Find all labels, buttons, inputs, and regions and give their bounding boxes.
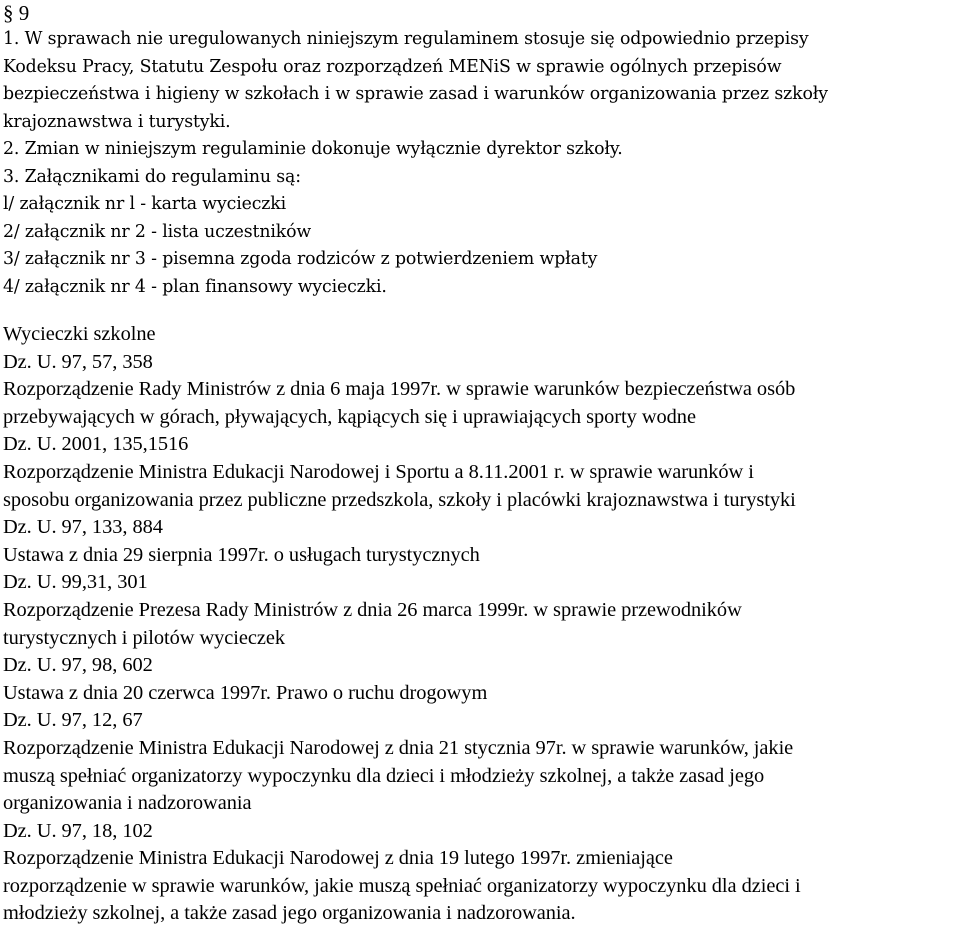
reference-line: Dz. U. 99,31, 301 — [3, 571, 148, 594]
reference-line: Ustawa z dnia 29 sierpnia 1997r. o usługach turystycznych — [3, 543, 480, 566]
section-gap — [3, 301, 959, 321]
reference-line: Dz. U. 97, 133, 884 — [3, 516, 163, 539]
provision-line: 2. Zmian w niniejszym regulaminie dokonuje wyłącznie dyrektor szkoły. — [3, 139, 623, 159]
regulation-provisions — [3, 26, 945, 301]
reference-line: Dz. U. 97, 57, 358 — [3, 350, 153, 373]
reference-line: Dz. U. 97, 18, 102 — [3, 819, 153, 842]
attachment-item: 4/ załącznik nr 4 - plan finansowy wycieczki. — [3, 276, 387, 297]
reference-line: przebywających w górach, pływających, kąpiących się i uprawiających sporty wodne — [3, 405, 696, 428]
provision-line: krajoznawstwa i turystyki. — [3, 111, 231, 132]
reference-line: Dz. U. 2001, 135,1516 — [3, 433, 189, 456]
reference-line: sposobu organizowania przez publiczne przedszkola, szkoły i placówki krajoznawstwa i turystyki — [3, 488, 796, 511]
attachment-item: 3/ załącznik nr 3 - pisemna zgoda rodziców z potwierdzeniem wpłaty — [3, 249, 598, 269]
reference-line: Rozporządzenie Ministra Edukacji Narodowej i Sportu a 8.11.2001 r. w sprawie warunków i — [3, 460, 754, 483]
reference-line: organizowania i nadzorowania — [3, 792, 252, 815]
reference-line: Ustawa z dnia 20 czerwca 1997r. Prawo o ruchu drogowym — [3, 681, 488, 704]
provision-line: 3. Załącznikami do regulaminu są: — [3, 166, 301, 187]
provision-line: Kodeksu Pracy, Statutu Zespołu oraz rozporządzeń MENiS w sprawie ogólnych przepisów — [3, 56, 782, 77]
attachment-item: 2/ załącznik nr 2 - lista uczestników — [3, 221, 312, 242]
provision-line: 1. W sprawach nie uregulowanych niniejszym regulaminem stosuje się odpowiednio przepisy — [3, 29, 809, 49]
reference-line: młodzieży szkolnej, a także zasad jego organizowania i nadzorowania. — [3, 902, 576, 925]
reference-line: Rozporządzenie Prezesa Rady Ministrów z dnia 26 marca 1999r. w sprawie przewodników — [3, 598, 742, 621]
reference-line: Dz. U. 97, 98, 602 — [3, 654, 153, 677]
reference-line: Rozporządzenie Ministra Edukacji Narodowej z dnia 19 lutego 1997r. zmieniające — [3, 847, 673, 870]
section-header: § 9 — [3, 1, 30, 25]
reference-line: Dz. U. 97, 12, 67 — [3, 709, 143, 732]
references-heading: Wycieczki szkolne — [3, 323, 156, 345]
legal-references — [3, 321, 959, 928]
provision-line: bezpieczeństwa i higieny w szkołach i w sprawie zasad i warunków organizowania przez szkoły — [3, 84, 828, 104]
attachment-item: l/ załącznik nr l - karta wycieczki — [3, 194, 286, 214]
reference-line: Rozporządzenie Rady Ministrów z dnia 6 maja 1997r. w sprawie warunków bezpieczeństwa osób — [3, 378, 796, 401]
reference-line: muszą spełniać organizatorzy wypoczynku dla dzieci i młodzieży szkolnej, a także zasad jego — [3, 764, 765, 787]
document-page — [3, 0, 959, 928]
reference-line: Rozporządzenie Ministra Edukacji Narodowej z dnia 21 stycznia 97r. w sprawie warunków, jakie — [3, 736, 794, 759]
reference-line: rozporządzenie w sprawie warunków, jakie muszą spełniać organizatorzy wypoczynku dla dzieci i — [3, 874, 801, 897]
reference-line: turystycznych i pilotów wycieczek — [3, 626, 286, 649]
